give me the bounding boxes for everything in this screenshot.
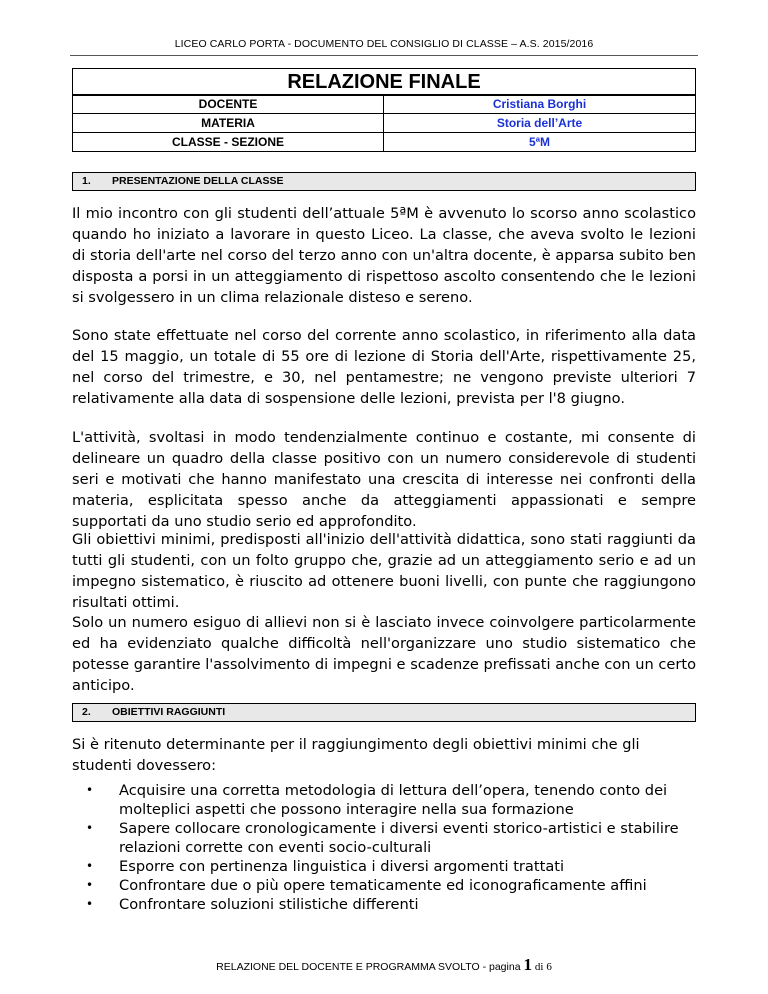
objectives-intro: Si è ritenuto determinante per il raggiungimento degli obiettivi minimi che gli studenti dovessero: xyxy=(72,736,640,774)
objectives-list xyxy=(86,781,702,914)
section-heading-1 xyxy=(72,172,696,191)
section-title: PRESENTAZIONE DELLA CLASSE xyxy=(112,175,284,187)
bullet-icon: • xyxy=(86,897,94,911)
bullet-icon: • xyxy=(86,878,94,892)
page-number: 1 xyxy=(523,955,532,974)
paragraph: L'attività, svoltasi in modo tendenzialmente continuo e costante, mi consente di delineare un quadro della classe positivo con un numero considerevole di studenti seri e motivati che hanno manifestato una crescita di interesse nei confronti della materia, esplicitata spesso anche da atteggiamenti appassionati e sempre supportati da uno studio serio ed approfondito. xyxy=(72,429,696,530)
header-divider xyxy=(70,55,698,56)
list-item xyxy=(86,857,702,876)
subject-value: Storia dell’Arte xyxy=(384,114,696,133)
list-item-text: Esporre con pertinenza linguistica i diversi argomenti trattati xyxy=(119,858,565,875)
paragraph: Gli obiettivi minimi, predisposti all'inizio dell'attività didattica, sono stati raggiunti da tutti gli studenti, con un folto gruppo che, grazie ad un atteggiamento serio e ad un impegno sistematico, è riuscito ad ottenere buoni livelli, con punte che raggiungono risultati ottimi. xyxy=(72,531,696,611)
teacher-label: DOCENTE xyxy=(73,95,384,114)
list-item xyxy=(86,819,702,857)
list-item xyxy=(86,895,702,914)
list-item-text: Confrontare due o più opere tematicamente ed iconograficamente affini xyxy=(119,877,647,894)
paragraph: Sono state effettuate nel corso del corrente anno scolastico, in riferimento alla data del 15 maggio, un totale di 55 ore di lezione di Storia dell'Arte, rispettivamente 25, nel corso del trimestre, e 30, nel pentamestre; ne vengono previste ulteriori 7 relativamente alla data di sospensione delle lezioni, prevista per l'8 giugno. xyxy=(72,327,696,407)
section-title: OBIETTIVI RAGGIUNTI xyxy=(112,706,226,718)
section-number: 2. xyxy=(82,706,91,718)
list-item-text: Acquisire una corretta metodologia di lettura dell’opera, tenendo conto dei molteplici aspetti che possono interagire nella sua formazione xyxy=(119,782,668,818)
page-total: 6 xyxy=(546,961,552,973)
page-header: LICEO CARLO PORTA - DOCUMENTO DEL CONSIGLIO DI CLASSE – A.S. 2015/2016 xyxy=(174,38,594,50)
paragraph: Solo un numero esiguo di allievi non si è lasciato invece coinvolgere particolarmente ed ha evidenziato qualche difficoltà nell'organizzare uno studio sistematico che potesse garantire l'assolvimento di impegni e scadenze prefissati anche con un certo anticipo. xyxy=(72,614,696,694)
page-footer xyxy=(0,955,768,975)
list-item-text: Confrontare soluzioni stilistiche differenti xyxy=(119,896,419,913)
paragraph: Il mio incontro con gli studenti dell’attuale 5ªM è avvenuto lo scorso anno scolastico quando ho iniziato a lavorare in questo Liceo. La classe, che aveva svolto le lezioni di storia dell'arte nel corso del terzo anno con un'altra docente, è apparsa subito ben disposta a porsi in un atteggiamento di rispettoso ascolto consentendo che le lezioni si svolgessero in un clima relazionale disteso e sereno. xyxy=(72,205,696,306)
document-title: RELAZIONE FINALE xyxy=(72,68,696,96)
section-number: 1. xyxy=(82,175,91,187)
bullet-icon: • xyxy=(86,821,94,835)
footer-text: RELAZIONE DEL DOCENTE E PROGRAMMA SVOLTO - pagina xyxy=(216,961,521,973)
info-table xyxy=(72,94,696,152)
table-row xyxy=(73,133,696,152)
class-label: CLASSE - SEZIONE xyxy=(73,133,384,152)
table-row xyxy=(73,114,696,133)
subject-label: MATERIA xyxy=(73,114,384,133)
bullet-icon: • xyxy=(86,859,94,873)
class-value: 5ªM xyxy=(384,133,696,152)
list-item-text: Sapere collocare cronologicamente i diversi eventi storico-artistici e stabilire relazioni corrette con eventi socio-culturali xyxy=(119,820,679,856)
section-heading-2 xyxy=(72,703,696,722)
table-row xyxy=(73,95,696,114)
list-item xyxy=(86,781,702,819)
bullet-icon: • xyxy=(86,783,94,797)
teacher-value: Cristiana Borghi xyxy=(384,95,696,114)
list-item xyxy=(86,876,702,895)
page-of-label: di xyxy=(534,961,544,973)
